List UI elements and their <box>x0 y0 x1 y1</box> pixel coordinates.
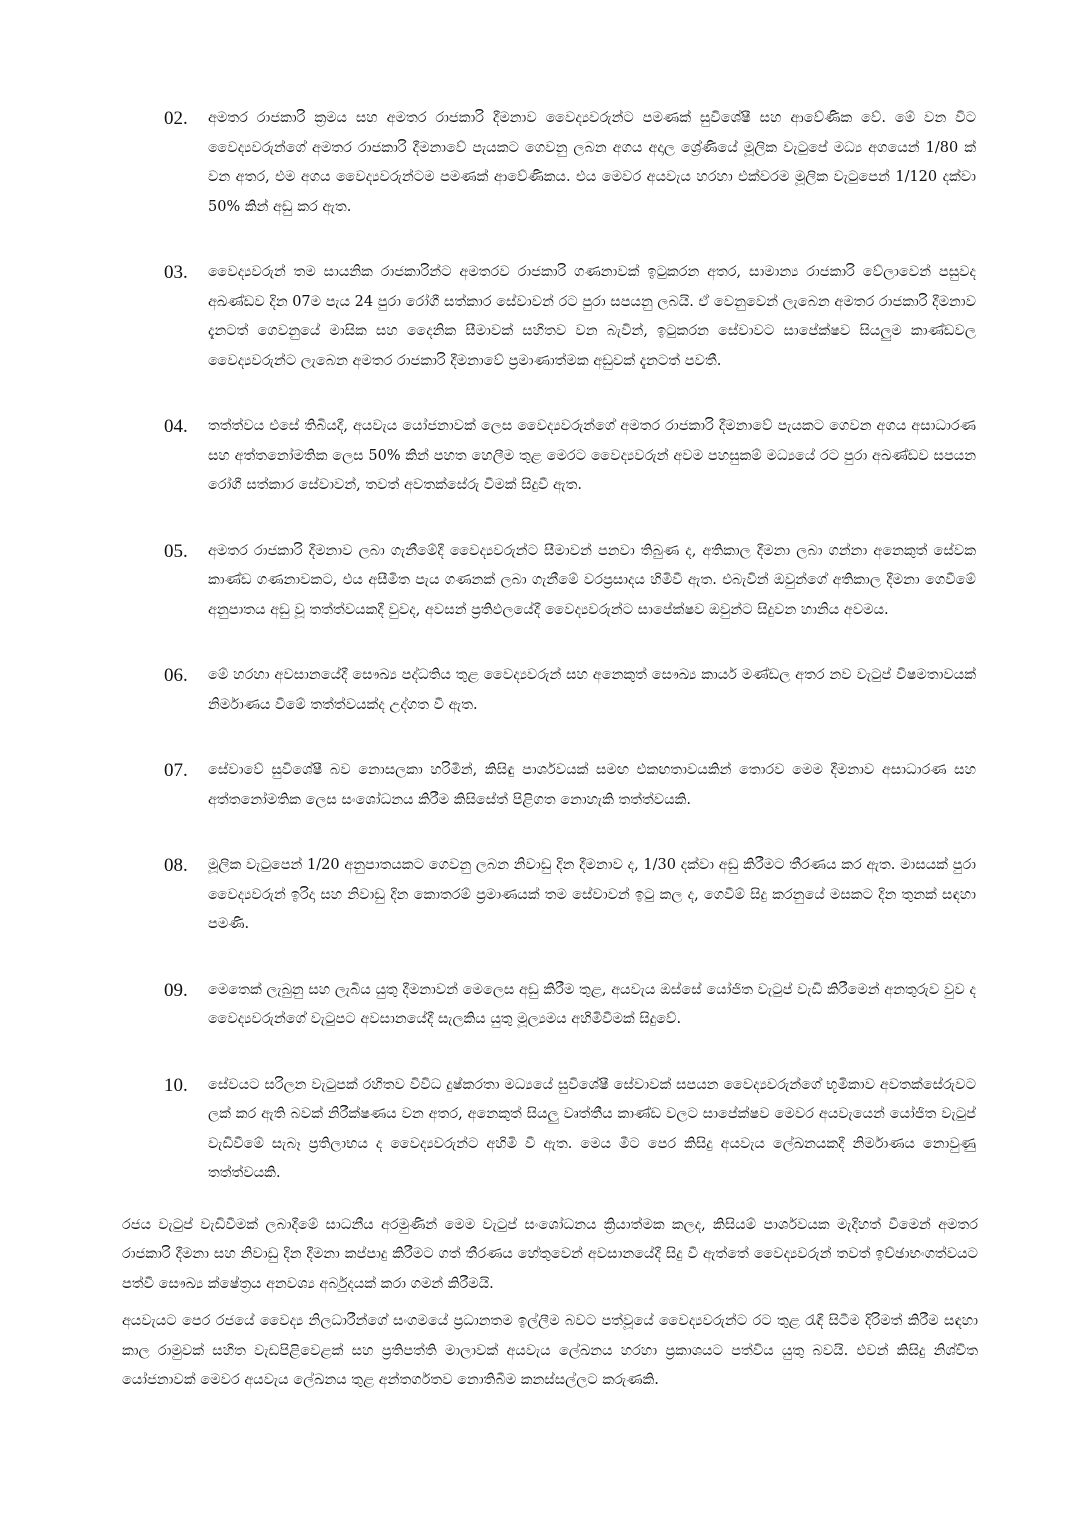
paragraph-text: අමතර රාජකාරි ක්‍රමය සහ අමතර රාජකාරි දීමනාව වෛද්‍යවරුන්ට පමණක් සුවිශේෂී සහ ආවේණික වේ. මේ වන විට වෛද්‍යවරුන්ගේ අමතර රාජකාරි දීමනාවේ පැයකට ගෙවනු ලබන අගය අදාල ශ්‍රේණියේ මූලික වැටුපේ මධ්‍ය අගයෙන් 1/80 ක් වන අතර, එම අගය වෛද්‍යවරුන්ටම පමණක් ආවේණිකය. එය මෙවර අයවැය හරහා එක්වරම මූලික වැටුපෙන් 1/120 දක්වා 50% කින් අඩු කර ඇත. <box>208 110 976 215</box>
paragraph-number: 06. <box>164 665 188 686</box>
numbered-paragraph-03 <box>158 258 976 376</box>
paragraph-number: 10. <box>164 1074 188 1096</box>
paragraph-number: 04. <box>164 416 188 437</box>
paragraph-text: මේ හරහා අවසානයේදී සෞඛ්‍ය පද්ධතිය තුළ වෛද්‍යවරුන් සහ අනෙකුත් සෞඛ්‍ය කාර්ය මණ්ඩල අතර නව වැටුප් විෂමතාවයක් නිර්මාණය වීමේ තත්ත්වයක්ද උද්ගත වී ඇත. <box>208 667 976 713</box>
paragraph-number: 07. <box>164 760 188 781</box>
paragraph-number: 08. <box>164 855 188 876</box>
paragraph-number: 02. <box>164 108 188 129</box>
numbered-paragraph-10 <box>158 1071 976 1189</box>
paragraph-number: 03. <box>164 262 188 283</box>
paragraph-text: තත්ත්වය එසේ තිබියදී, අයවැය යෝජනාවක් ලෙස වෛද්‍යවරුන්ගේ අමතර රාජකාරි දීමනාවේ පැයකට ගෙවන අගය අසාධාරණ සහ අත්තනෝමතික ලෙස 50% කින් පහත හෙලීම තුළ මෙරට වෛද්‍යවරුන් අවම පහසුකම් මධ්‍යයේ රට පුරා අඛණ්ඩව සපයන රෝගී සත්කාර සේවාවන්, තවත් අවතක්සේරු වීමක් සිදුවී ඇත. <box>208 418 976 493</box>
paragraph-number: 09. <box>164 979 188 1001</box>
numbered-paragraph-08 <box>158 851 976 940</box>
closing-paragraph-1: රජය වැටුප් වැඩිවීමක් ලබාදීමේ සාධනීය අරමුණින් මෙම වැටුප් සංශෝධනය ක්‍රියාත්මක කලද, කිසියම් පාර්ශවයක මැදිහත් වීමෙන් අමතර රාජකාරි දීමනා සහ නිවාඩු දින දීමනා කප්පාදු කිරීමට ගත් තීරණය හේතුවෙන් අවසානයේදී සිදු වී ඇත්තේ වෛද්‍යවරුන් තවත් ඉච්ඡාභංගත්වයට පත්වී සෞඛ්‍ය ක්ෂේත්‍රය අනවශ්‍ය අර්බුදයක් කරා ගමන් කිරීමයි. <box>122 1216 978 1292</box>
paragraph-text: අමතර රාජකාරි දීමනාව ලබා ගැනීමේදී වෛද්‍යවරුන්ට සීමාවන් පනවා තිබුණ ද, අතිකාල දීමනා ලබා ගන්නා අනෙකුත් සේවක කාණ්ඩ ගණනාවකට, එය අසීමිත පැය ගණනක් ලබා ගැනීමේ වරප්‍රසාදය හිමිවී ඇත. එබැවින් ඔවුන්ගේ අතිකාල දීමනා ගෙවීමේ අනුපාතය අඩු වූ තත්ත්වයකදී වුවද, අවසන් ප්‍රතිඵලයේදී වෛද්‍යවරුන්ට සාපේක්ෂව ඔවුන්ට සිදුවන හානිය අවමය. <box>208 542 976 618</box>
numbered-paragraph-05 <box>158 537 976 626</box>
numbered-paragraph-06 <box>158 661 976 720</box>
paragraph-text: සේවයට සරිලන වැටුපක් රහිතව විවිධ දුෂ්කරතා මධ්‍යයේ සුවිශේෂී සේවාවක් සපයන වෛද්‍යවරුන්ගේ භූමිකාව අවතක්සේරුවට ලක් කර ඇති බවක් නිරීක්ෂණය වන අතර, අනෙකුත් සියලු වෘත්තීය කාණ්ඩ වලට සාපේක්ෂව මෙවර අයවැයෙන් යෝජිත වැටුප් වැඩිවීමේ සැබෑ ප්‍රතිලාභය ද වෛද්‍යවරුන්ට අහිමි වී ඇත. මෙය මීට පෙර කිසිදු අයවැය ලේඛනයකදී නිර්මාණය නොවුණු තත්ත්වයකි. <box>208 1076 976 1181</box>
paragraph-text: මූලික වැටුපෙන් 1/20 අනුපාතයකට ගෙවනු ලබන නිවාඩු දින දීමනාව ද, 1/30 දක්වා අඩු කිරීමට තීරණය කර ඇත. මාසයක් පුරා වෛද්‍යවරුන් ඉරිදා සහ නිවාඩු දින කොතරම් ප්‍රමාණයක් තම සේවාවන් ඉටු කල ද, ගෙවීම් සිදු කරනුයේ මසකට දින තුනක් සඳහා පමණි. <box>208 857 976 932</box>
closing-paragraph-2: අයවැයට පෙර රජයේ වෛද්‍ය නිලධාරීන්ගේ සංගමයේ ප්‍රධානතම ඉල්ලීම බවට පත්වූයේ වෛද්‍යවරුන්ට රට තුළ රැඳී සිටීම දිරිමත් කිරීම සඳහා කාල රාමුවක් සහිත වැඩපිළිවෙළක් සහ ප්‍රතිපත්ති මාලාවක් අයවැය ලේඛනය හරහා ප්‍රකාශයට පත්විය යුතු බවයි. එවන් කිසිදු නිශ්චිත යෝජනාවක් මෙවර අයවැය ලේඛනය තුළ අන්තර්ගතව නොතිබීම කනස්සල්ලට කරුණකි. <box>122 1313 978 1388</box>
numbered-paragraph-02 <box>158 104 976 222</box>
numbered-paragraph-04 <box>158 412 976 501</box>
numbered-paragraph-07 <box>158 756 976 815</box>
paragraph-text: වෛද්‍යවරුන් තම සායනික රාජකාරින්ට අමතරව රාජකාරි ගණනාවක් ඉටුකරන අතර, සාමාන්‍ය රාජකාරි වේලාවෙන් පසුවද අඛණ්ඩව දින 07ම පැය 24 පුරා රෝගී සත්කාර සේවාවන් රට පුරා සපයනු ලබයි. ඒ වෙනුවෙන් ලැබෙන අමතර රාජකාරි දීමනාව දැනටත් ගෙවනුයේ මාසික සහ දෛනික සීමාවක් සහිතව වන බැවින්, ඉටුකරන සේවාවට සාපේක්ෂව සියලුම කාණ්ඩවල වෛද්‍යවරුන්ට ලැබෙන අමතර රාජකාරි දීමනාවේ ප්‍රමාණාත්මක අඩුවක් දැනටත් පවතී. <box>208 264 976 369</box>
paragraph-text: සේවාවේ සුවිශේෂී බව නොසලකා හරිමින්, කිසිඳු පාර්ශවයක් සමඟ එකඟතාවයකින් තොරව මෙම දීමනාව අසාධාරණ සහ අත්තනෝමතික ලෙස සංශෝධනය කිරීම කිසිසේත් පිළිගත නොහැකි තත්ත්වයකි. <box>208 762 976 808</box>
numbered-paragraph-09 <box>158 976 976 1035</box>
paragraph-text: මෙතෙක් ලැබුනු සහ ලැබිය යුතු දීමනාවන් මෙලෙස අඩු කිරීම තුළ, අයවැය ඔස්සේ යෝජිත වැටුප් වැඩි කිරීමෙන් අනතුරුව වුව ද වෛද්‍යවරුන්ගේ වැටුපට අවසානයේදී සැලකිය යුතු මූල්‍යමය අහිමිවීමක් සිදුවේ. <box>208 981 976 1027</box>
paragraph-number: 05. <box>164 540 188 562</box>
